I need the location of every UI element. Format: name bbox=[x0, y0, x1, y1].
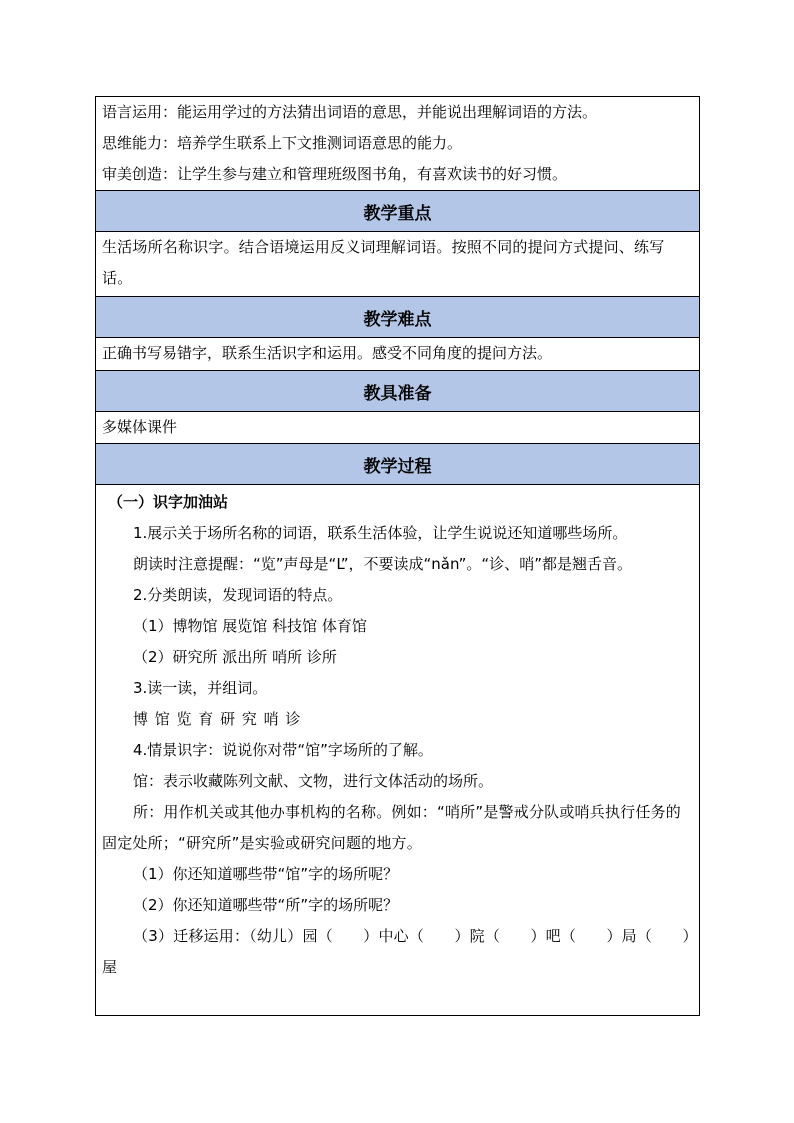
process-item-3: 2.分类朗读，发现词语的特点。 bbox=[133, 586, 343, 604]
process-item-6: 3.读一读，并组词。 bbox=[133, 679, 268, 697]
objective-language: 语言运用：能运用学过的方法猜出词语的意思，并能说出理解词语的方法。 bbox=[102, 103, 598, 121]
section-heading: （一）识字加油站 bbox=[108, 493, 229, 511]
question-2: （2）你还知道哪些带“所”字的场所呢？ bbox=[133, 896, 399, 914]
process-item-4: （1）博物馆 展览馆 科技馆 体育馆 bbox=[133, 617, 367, 635]
key-points-header-row bbox=[96, 191, 700, 232]
key-points-cell bbox=[96, 232, 700, 297]
objectives-row bbox=[96, 97, 700, 191]
process-row bbox=[96, 485, 700, 1016]
difficulties-row bbox=[96, 338, 700, 371]
materials-row bbox=[96, 412, 700, 444]
process-item-7: 博 馆 览 育 研 究 哨 诊 bbox=[133, 710, 301, 728]
objective-thinking: 思维能力：培养学生联系上下文推测词语意思的能力。 bbox=[102, 134, 463, 152]
difficulties-cell bbox=[96, 338, 700, 371]
transfer-exercise: （3）迁移运用：（幼儿）园（ ）中心（ ）院（ ）吧（ ）局（ ）屋 bbox=[102, 927, 691, 976]
question-1: （1）你还知道哪些带“馆”字的场所呢？ bbox=[133, 865, 399, 883]
difficulties-text: 正确书写易错字，联系生活识字和运用。感受不同角度的提问方法。 bbox=[102, 344, 553, 362]
objectives-cell bbox=[96, 97, 700, 191]
process-item-9: 馆：表示收藏陈列文献、文物，进行文体活动的场所。 bbox=[133, 772, 494, 790]
process-heading: 教学过程 bbox=[96, 444, 700, 485]
materials-cell bbox=[96, 412, 700, 444]
process-item-8: 4.情景识字：说说你对带“馆”字场所的了解。 bbox=[133, 741, 433, 759]
process-item-2: 朗读时注意提醒：“览”声母是“L”，不要读成“nǎn”。“诊、哨”都是翘舌音。 bbox=[133, 555, 632, 573]
difficulties-heading: 教学难点 bbox=[96, 297, 700, 338]
process-cell bbox=[96, 485, 700, 1016]
process-item-1: 1.展示关于场所名称的词语，联系生活体验，让学生说说还知道哪些场所。 bbox=[133, 524, 628, 542]
paragraph-suo: 所：用作机关或其他办事机构的名称。例如：“哨所”是警戒分队或哨兵执行任务的固定处所；“研究所”是实验或研究问题的地方。 bbox=[102, 803, 681, 852]
lesson-plan-table bbox=[95, 96, 700, 1016]
difficulties-header-row bbox=[96, 297, 700, 338]
materials-heading: 教具准备 bbox=[96, 371, 700, 412]
process-header-row bbox=[96, 444, 700, 485]
process-item-5: （2）研究所 派出所 哨所 诊所 bbox=[133, 648, 337, 666]
materials-header-row bbox=[96, 371, 700, 412]
materials-text: 多媒体课件 bbox=[102, 418, 178, 436]
key-points-heading: 教学重点 bbox=[96, 191, 700, 232]
key-points-row bbox=[96, 232, 700, 297]
objective-aesthetic: 审美创造：让学生参与建立和管理班级图书角，有喜欢读书的好习惯。 bbox=[102, 165, 568, 183]
key-points-text: 生活场所名称识字。结合语境运用反义词理解词语。按照不同的提问方式提问、练写话。 bbox=[102, 238, 665, 287]
